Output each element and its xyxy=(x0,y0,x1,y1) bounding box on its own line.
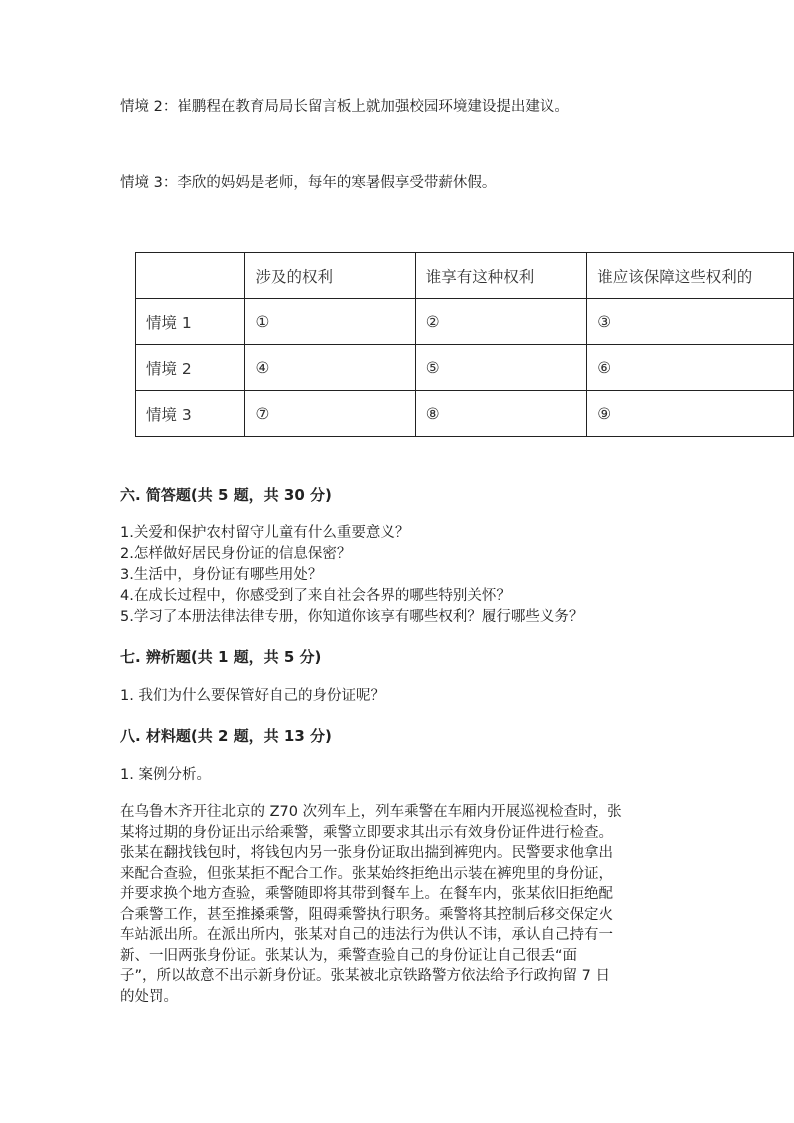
scenario-2-text: 情境 2：崔鹏程在教育局局长留言板上就加强校园环境建设提出建议。 xyxy=(120,99,569,115)
case-study-paragraph xyxy=(120,802,668,1007)
table-cell: ⑤ xyxy=(415,345,587,391)
table-cell: ① xyxy=(245,299,415,345)
section-7-question: 1. 我们为什么要保管好自己的身份证呢？ xyxy=(120,688,385,704)
case-line: 来配合查验，但张某拒不配合工作。张某始终拒绝出示装在裤兜里的身份证， xyxy=(120,865,613,882)
section-8-question: 1. 案例分析。 xyxy=(120,767,211,783)
section-7-heading: 七. 辨析题(共 1 题，共 5 分) xyxy=(120,648,322,666)
rights-table xyxy=(135,252,794,437)
case-line: 合乘警工作，甚至推搡乘警，阻碍乘警执行职务。乘警将其控制后移交保定火 xyxy=(120,906,613,923)
table-cell: ③ xyxy=(587,299,794,345)
case-line: 的处罚。 xyxy=(120,988,178,1005)
list-item: 2.怎样做好居民身份证的信息保密？ xyxy=(120,546,352,562)
table-header-cell: 谁享有这种权利 xyxy=(415,253,587,299)
case-line: 车站派出所。在派出所内，张某对自己的违法行为供认不讳，承认自己持有一 xyxy=(120,927,613,943)
case-line: 子”，所以故意不出示新身份证。张某被北京铁路警方依法给予行政拘留 7 日 xyxy=(120,968,610,984)
case-line: 张某在翻找钱包时，将钱包内另一张身份证取出揣到裤兜内。民警要求他拿出 xyxy=(120,845,613,861)
case-line: 某将过期的身份证出示给乘警，乘警立即要求其出示有效身份证件进行检查。 xyxy=(120,824,613,841)
case-line: 在乌鲁木齐开往北京的 Z70 次列车上，列车乘警在车厢内开展巡视检查时，张 xyxy=(120,804,622,820)
section-8-heading: 八. 材料题(共 2 题，共 13 分) xyxy=(120,727,332,745)
table-row xyxy=(136,391,794,437)
table-row xyxy=(136,299,794,345)
table-row xyxy=(136,345,794,391)
list-item: 5.学习了本册法律法律专册，你知道你该享有哪些权利？履行哪些义务？ xyxy=(120,609,584,625)
table-header-row xyxy=(136,253,794,299)
table-cell: ⑦ xyxy=(245,391,415,437)
table-cell: 情境 2 xyxy=(136,345,245,391)
table-cell: ⑥ xyxy=(587,345,794,391)
table-cell: ⑧ xyxy=(415,391,587,437)
case-line: 并要求换个地方查验，乘警随即将其带到餐车上。在餐车内，张某依旧拒绝配 xyxy=(120,886,613,902)
list-item: 1.关爱和保护农村留守儿童有什么重要意义？ xyxy=(120,525,410,541)
section-6-heading: 六. 简答题(共 5 题，共 30 分) xyxy=(120,486,332,504)
table-cell: 情境 1 xyxy=(136,299,245,345)
table-cell: 情境 3 xyxy=(136,391,245,437)
table-cell: ④ xyxy=(245,345,415,391)
scenario-3-text: 情境 3：李欣的妈妈是老师，每年的寒暑假享受带薪休假。 xyxy=(120,175,497,191)
table-header-cell: 涉及的权利 xyxy=(245,253,415,299)
case-line: 新、一旧两张身份证。张某认为，乘警查验自己的身份证让自己很丢“面 xyxy=(120,947,578,964)
table-cell: ⑨ xyxy=(587,391,794,437)
table-header-cell: 谁应该保障这些权利的 xyxy=(587,253,794,299)
list-item: 3.生活中，身份证有哪些用处？ xyxy=(120,567,323,583)
list-item: 4.在成长过程中，你感受到了来自社会各界的哪些特别关怀？ xyxy=(120,588,511,604)
table-cell: ② xyxy=(415,299,587,345)
table-header-cell xyxy=(136,253,245,299)
section-6-question-list xyxy=(120,523,583,628)
